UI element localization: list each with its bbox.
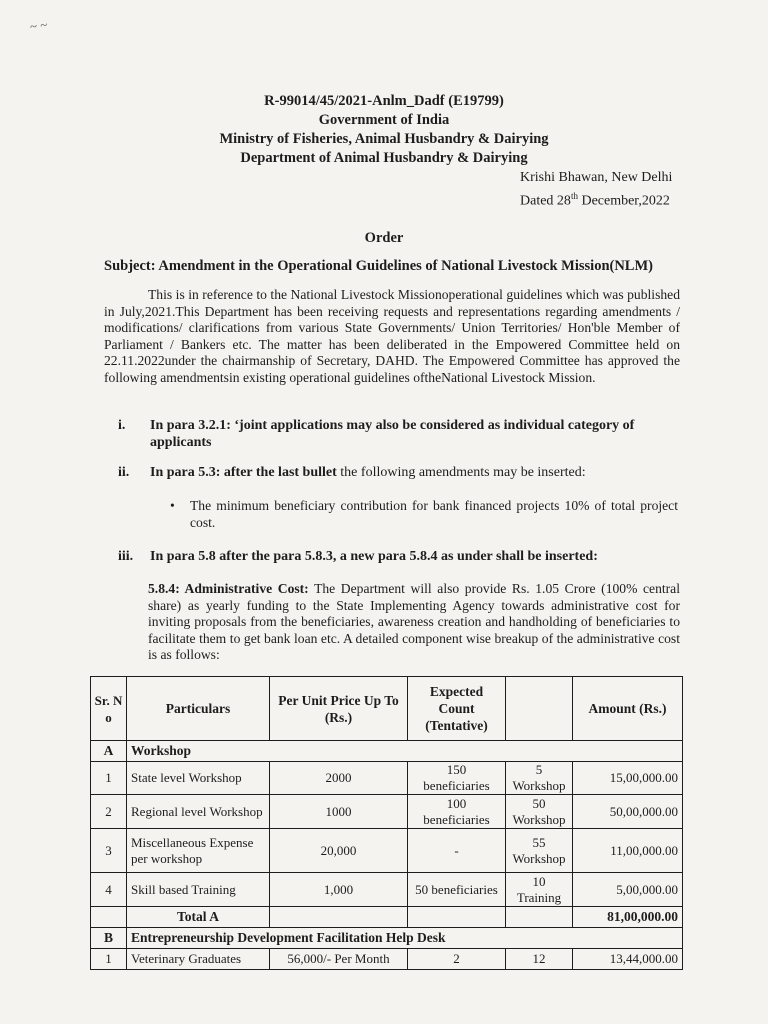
- total-a-row: Total A 81,00,000.00: [91, 907, 683, 928]
- para-5-8-4: 5.8.4: Administrative Cost: The Department will also provide Rs. 1.05 Crore (100% central share) as yearly funding to the State Implementing Agency towards administrative cost for inviting proposals from the beneficiaries, awareness creation and handholding of beneficiaries to facilitate them to get bank loan etc. A detailed component wise breakup of the administrative cost is as follows:: [148, 581, 680, 663]
- header-particulars: Particulars: [127, 677, 270, 741]
- section-b-row: B Entrepreneurship Development Facilitation Help Desk: [91, 928, 683, 949]
- header-amount: Amount (Rs.): [573, 677, 683, 741]
- location: Krishi Bhawan, New Delhi: [520, 170, 673, 185]
- header-blank: [506, 677, 573, 741]
- header-count: Expected Count (Tentative): [408, 677, 506, 741]
- reference-number: R-99014/45/2021-Anlm_Dadf (E19799): [264, 93, 504, 109]
- subject-line: Subject: Amendment in the Operational Guidelines of National Livestock Mission(NLM): [104, 258, 653, 274]
- intro-paragraph: This is in reference to the National Livestock Missionoperational guidelines which was published in July,2021.This Department has been receiving requests and representations regarding amendments / modifications/ clarifications from various State Governments/ Union Territories/ Hon'ble Member of Parliament / Bankers etc. The matter has been deliberated in the Empowered Committee held on 22.11.2022under the chairmanship of Secretary, DAHD. The Empowered Committee has approved the following amendmentsin existing operational guidelines oftheNational Livestock Mission.: [104, 287, 680, 385]
- department-line: Department of Animal Husbandry & Dairying: [240, 150, 528, 166]
- order-title: Order: [364, 230, 404, 246]
- table-row: 1 Veterinary Graduates 56,000/- Per Month 2 12 13,44,000.00: [91, 949, 683, 970]
- header-srno: Sr. N o: [91, 677, 127, 741]
- ministry-line: Ministry of Fisheries, Animal Husbandry & Dairying: [219, 131, 549, 147]
- letterhead: [0, 92, 768, 168]
- table-header-row: [91, 677, 683, 741]
- table-row: 1 State level Workshop 2000 150 beneficiaries 5 Workshop 15,00,000.00: [91, 762, 683, 795]
- government-line: Government of India: [318, 112, 450, 128]
- date: Dated 28th December,2022: [520, 191, 670, 209]
- place-date: [520, 168, 672, 211]
- scan-mark: ~ ~: [28, 16, 49, 35]
- section-a-row: A Workshop: [91, 741, 683, 762]
- bullet-icon: •: [170, 498, 175, 513]
- table-row: 3 Miscellaneous Expense per workshop 20,000 - 55 Workshop 11,00,000.00: [91, 829, 683, 873]
- table-row: 2 Regional level Workshop 1000 100 beneficiaries 50 Workshop 50,00,000.00: [91, 795, 683, 829]
- table-row: 4 Skill based Training 1,000 50 beneficiaries 10 Training 5,00,000.00: [91, 873, 683, 907]
- document-page: ~ ~ R-99014/45/2021-Anlm_Dadf (E19799) Government of India Ministry of Fisheries, Animal Husbandry & Dairying Department of Animal Husbandry & Dairying Krishi Bhawan, New Delhi Dated 28th December,2022 Order Subject: Amendment in the Operational Guidelines of National Livestock Mission(NLM) This is in reference to the National Livestock Missionoperational guidelines which was published in July,2021.This Department has been receiving requests and representations regarding amendments / modifications/ clarifications from various State Governments/ Union Territories/ Hon'ble Member of Parliament / Bankers etc. The matter has been deliberated in the Empowered Committee held on 22.11.2022under the chairmanship of Secretary, DAHD. The Empowered Committee has approved the following amendmentsin existing operational guidelines oftheNational Livestock Mission. i. In para 3.2.1: ‘joint applications may also be considered as individual category of applicants ii. In para 5.3: after the last bullet the following amendments may be inserted: • The minimum beneficiary contribution for bank financed projects 10% of total project cost. iii. In para 5.8 after the para 5.8.3, a new para 5.8.4 as under shall be inserted: 5.8.4: Administrative Cost: The Department will also provide Rs. 1.05 Crore (100% central share) as yearly funding to the State Implementing Agency towards administrative cost for inviting proposals from the beneficiaries, awareness creation and handholding of beneficiaries to facilitate them to get bank loan etc. A detailed component wise breakup of the administrative cost is as follows: Sr. N o Particulars Per Unit Price Up To (Rs.) Expected Count (Tentative) Amount (Rs.) A Workshop 1 State level Workshop 2000 150 beneficiaries 5 Workshop 15,00,000.00 2 Regional level Workshop 1000 100 beneficiaries 50 Workshop 50,00,000.00 3 Miscellaneous Expense per workshop 20,000 - 55 Workshop 11,00,000.00 4 Skill based Training 1,000 50 beneficiaries 10 Training 5,00,000.00 Total A 81,00,000.00 B Entrepreneurship Development Facilitation Help Desk 1 Veterinary Graduates 56,000/- Per Month 2 12 13,44,000.00: [0, 0, 768, 1024]
- header-price: Per Unit Price Up To (Rs.): [270, 677, 408, 741]
- administrative-cost-table: [90, 676, 683, 970]
